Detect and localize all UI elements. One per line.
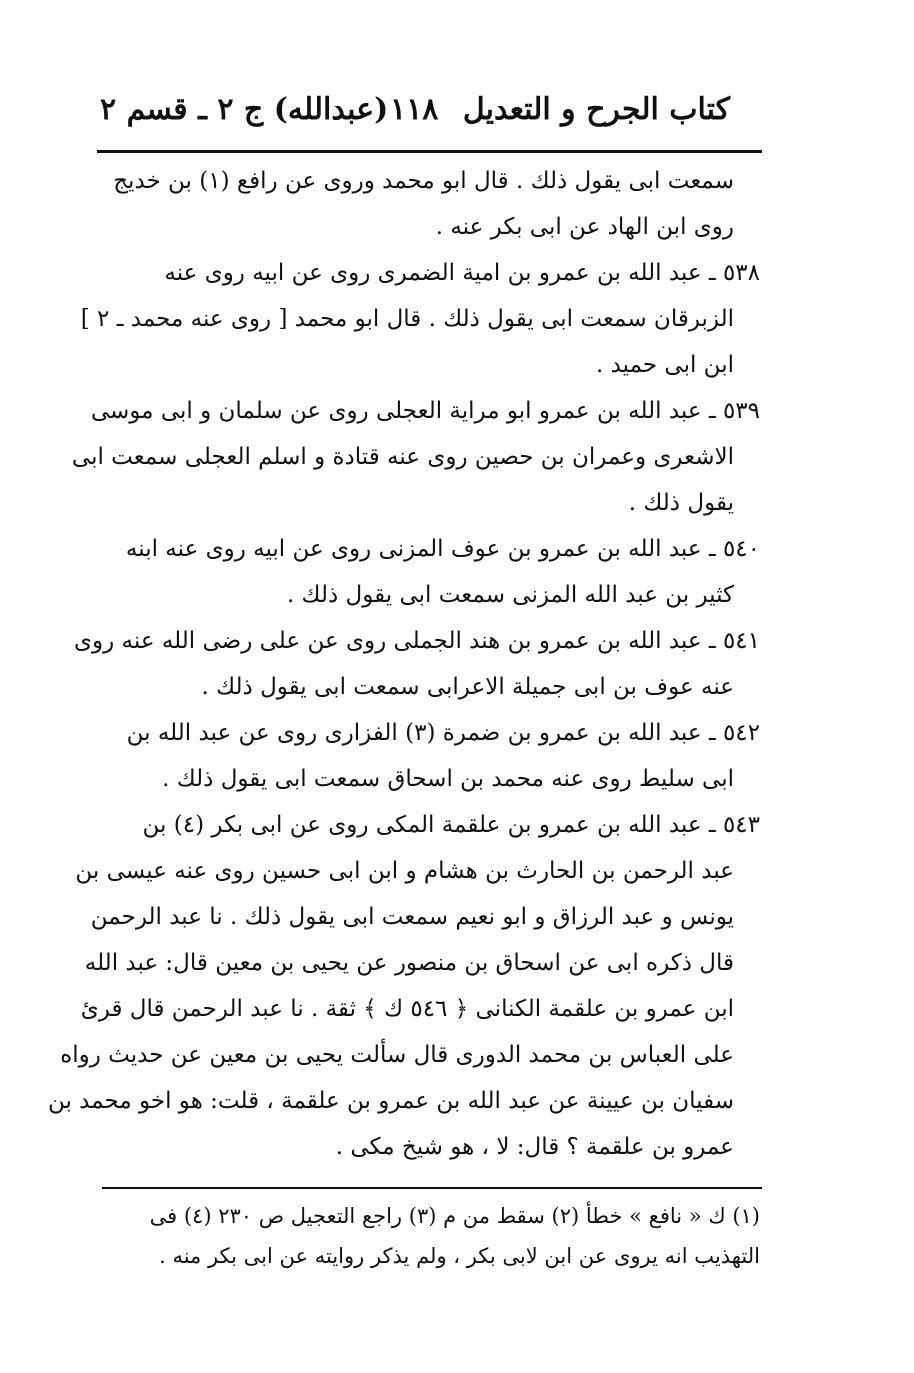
page-header	[100, 92, 750, 144]
text-line: على العباس بن محمد الدورى قال سألت يحيى بن معين عن حديث رواه	[60, 1042, 734, 1068]
text-line: سفيان بن عيينة عن عبد الله بن عمرو بن علقمة ، قلت: هو اخو محمد بن	[47, 1088, 734, 1114]
header-rule	[97, 150, 762, 153]
text-line: يقول ذلك .	[628, 490, 734, 516]
text-line: روى ابن الهاد عن ابى بكر عنه .	[435, 214, 734, 240]
footnotes	[100, 1196, 760, 1276]
entry-541-line: ٥٤١ ـ عبد الله بن عمرو بن هند الجملى روى عن على رضى الله عنه روى	[74, 628, 760, 654]
footnote-line: (١) ك « نافع » خطأ (٢) سقط من م (٣) راجع التعجيل ص ٢٣٠ (٤) فى	[149, 1204, 760, 1228]
entry-538-line: ٥٣٨ ـ عبد الله بن عمرو بن امية الضمرى روى عن ابيه روى عنه	[164, 260, 760, 286]
text-line: سمعت ابى يقول ذلك . قال ابو محمد وروى عن رافع (١) بن خديج	[113, 168, 734, 194]
text-line: قال ذكره ابى عن اسحاق بن منصور عن يحيى بن معين قال: عبد الله	[84, 950, 734, 976]
main-text	[47, 158, 760, 1170]
text-line: الاشعرى وعمران بن حصين روى عنه قتادة و اسلم العجلى سمعت ابى	[71, 444, 734, 470]
entry-543-line: ٥٤٣ ـ عبد الله بن عمرو بن علقمة المكى روى عن ابى بكر (٤) بن	[142, 812, 760, 838]
text-line: ابن عمرو بن علقمة الكنانى ﴿ ٥٤٦ ك ﴾ ثقة . نا عبد الرحمن قال قرئ	[80, 996, 734, 1022]
text-line: ابى سليط روى عنه محمد بن اسحاق سمعت ابى يقول ذلك .	[162, 766, 734, 792]
footnote-line: التهذيب انه يروى عن ابن لابى بكر ، ولم يذكر روايته عن ابى بكر منه .	[159, 1244, 760, 1268]
section-label: (عبدالله) ج ٢ ـ قسم ٢	[100, 92, 389, 127]
entry-539-line: ٥٣٩ ـ عبد الله بن عمرو ابو مراية العجلى روى عن سلمان و ابى موسى	[90, 398, 760, 424]
text-line: كثير بن عبد الله المزنى سمعت ابى يقول ذلك .	[286, 582, 734, 608]
entry-542-line: ٥٤٢ ـ عبد الله بن عمرو بن ضمرة (٣) الفزارى روى عن عبد الله بن	[126, 720, 760, 746]
entry-540-line: ٥٤٠ ـ عبد الله بن عمرو بن عوف المزنى روى عن ابيه روى عنه ابنه	[125, 536, 760, 562]
book-title: كتاب الجرح و التعديل	[462, 92, 730, 127]
text-line: الزبرقان سمعت ابى يقول ذلك . قال ابو محمد [ روى عنه محمد ـ ٢ ]	[80, 306, 734, 332]
page-number: ١١٨	[390, 92, 439, 127]
text-line: يونس و عبد الرزاق و ابو نعيم سمعت ابى يقول ذلك . نا عبد الرحمن	[90, 904, 734, 930]
text-line: ابن ابى حميد .	[595, 352, 734, 378]
text-line: عبد الرحمن بن الحارث بن هشام و ابن ابى حسين روى عنه عيسى بن	[75, 858, 734, 884]
text-line: عنه عوف بن ابى جميلة الاعرابى سمعت ابى يقول ذلك .	[201, 674, 734, 700]
footnote-rule	[102, 1187, 762, 1189]
text-line: عمرو بن علقمة ؟ قال: لا ، هو شيخ مكى .	[335, 1134, 734, 1160]
